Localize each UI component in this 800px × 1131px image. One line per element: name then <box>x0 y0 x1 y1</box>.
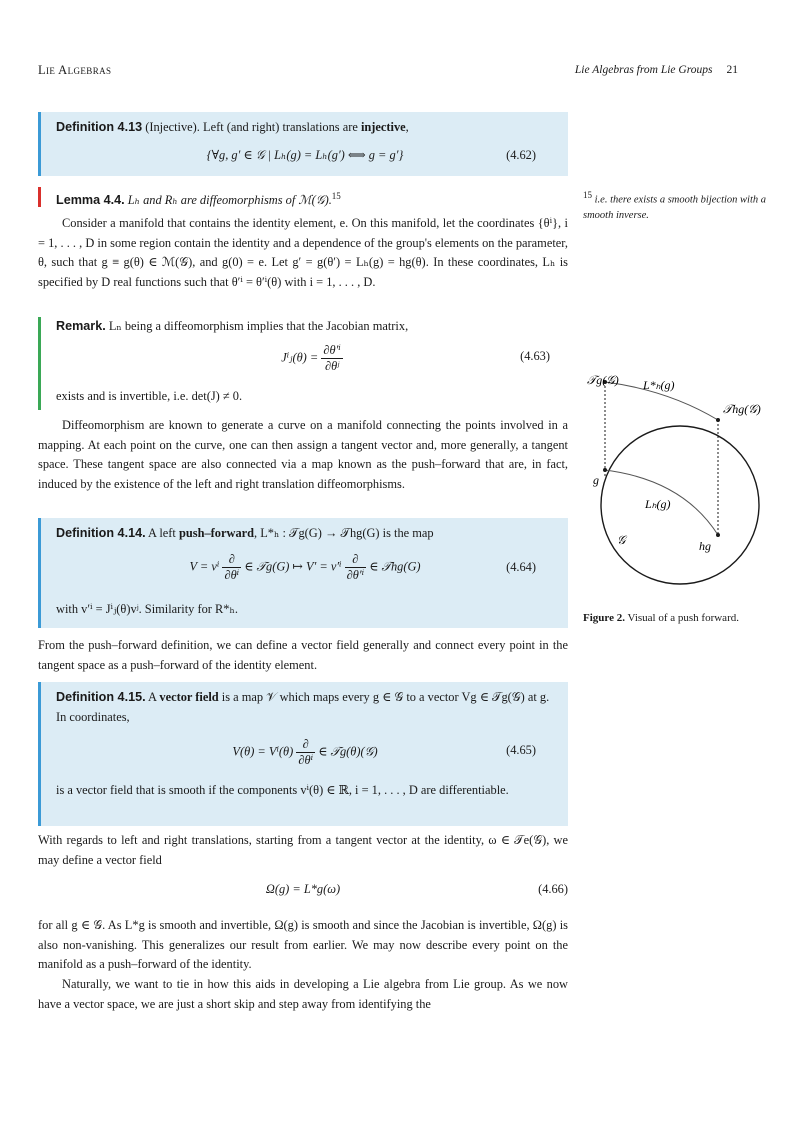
label-g: g <box>593 473 599 487</box>
definition-text-after: is a map 𝒱 which maps every g ∈ 𝒢 to a vector Vg ∈ 𝒯g(𝒢) at g. In coordinates, <box>56 690 550 724</box>
label-tangent-g: 𝒯g(𝒢) <box>587 373 619 387</box>
label-group: 𝒢 <box>617 533 626 547</box>
paragraph-vector-field-intro: From the push–forward definition, we can define a vector field generally and connect every point in the tangent space as a push–forward of the identity element. <box>38 638 568 672</box>
point-g <box>603 468 607 472</box>
equation-4-64 <box>56 548 554 600</box>
running-header-right <box>575 61 738 81</box>
manifold-circle <box>601 426 759 584</box>
definition-text: A <box>148 690 157 704</box>
equation-body: Ω(g) = L*g(ω) <box>265 882 341 896</box>
label-translation: Lₕ(g) <box>645 497 671 511</box>
tangent-point-hg <box>716 418 720 422</box>
definition-label: Definition 4.13 <box>56 120 143 134</box>
fraction-numerator: ∂ <box>222 552 241 568</box>
definition-4-13-box <box>38 112 568 176</box>
figure-caption-text: Visual of a push forward. <box>627 612 739 624</box>
remark-conclusion: exists and is invertible, i.e. det(J) ≠ 0. <box>56 388 243 403</box>
pushforward-middle: ∈ 𝒯g(G) ↦ V′ = v′ⁱ <box>244 558 342 573</box>
footnote-mark: 15 <box>331 191 341 201</box>
equation-number: (4.64) <box>506 559 536 574</box>
vector-field-rhs: ∈ 𝒯g(θ)(𝒢) <box>318 744 378 759</box>
definition-4-14-statement <box>56 524 554 544</box>
definition-label: Definition 4.15. <box>56 690 146 704</box>
lemma-text: Lₕ and Rₕ are diffeomorphisms of ℳ(𝒢). <box>127 193 332 208</box>
remark-box <box>38 317 568 410</box>
lemma-label: Lemma 4.4. <box>56 193 125 208</box>
definition-text: Left (and right) translations are <box>203 120 358 134</box>
definition-term: push–forward <box>178 526 255 540</box>
remark-statement <box>56 317 568 337</box>
fraction-numerator: ∂θ′ⁱ <box>323 342 341 357</box>
paragraph-lie-algebra: Naturally, we want to tie in how this aids in developing a Lie algebra from Lie group. As we now have a vector space, we are just a short skip and step away from identifying the <box>38 977 568 1011</box>
figure-caption <box>583 611 773 626</box>
lemma-4-4 <box>38 187 568 207</box>
label-hg: hg <box>699 539 711 553</box>
equation-4-66 <box>38 880 568 904</box>
remark-label: Remark. <box>56 319 106 333</box>
definition-term: vector field <box>159 690 219 704</box>
equation-body: {∀g, g′ ∈ 𝒢 | Lₕ(g) = Lₕ(g′) ⟺ g = g′} <box>206 147 404 162</box>
jacobian-lhs: Jⁱⱼ(θ) = <box>281 349 319 364</box>
pushforward-figure <box>583 360 783 592</box>
equation-4-63 <box>56 339 568 387</box>
definition-text-after: , <box>405 120 409 134</box>
fraction-numerator: ∂ <box>345 552 366 568</box>
definition-4-14-note: with v′ⁱ = Jⁱⱼ(θ)vʲ. Similarity for R*ₕ. <box>56 601 238 616</box>
label-tangent-hg: 𝒯hg(𝒢) <box>723 402 761 416</box>
sidenote-15 <box>583 188 773 223</box>
definition-text-after: , L*ₕ : 𝒯g(G) → 𝒯hg(G) is the map <box>254 526 434 540</box>
equation-number: (4.63) <box>520 348 550 363</box>
partial-fraction <box>296 737 315 768</box>
label-pushforward: L*ₕ(g) <box>643 378 675 392</box>
page-number: 21 <box>726 64 738 76</box>
jacobian-fraction <box>321 343 342 374</box>
footnote-text: i.e. there exists a smooth bijection with a smooth inverse. <box>583 194 767 221</box>
definition-label: Definition 4.14. <box>56 526 146 540</box>
remark-text: Lₙ being a diffeomorphism implies that the Jacobian matrix, <box>108 319 409 333</box>
pushforward-lhs: V = vⁱ <box>189 558 220 573</box>
partial-fraction-2 <box>345 552 366 583</box>
running-header-title: Lie Algebras from Lie Groups <box>574 64 713 76</box>
definition-4-15-box <box>38 682 568 826</box>
figure-caption-label: Figure 2. <box>583 612 625 624</box>
fraction-denominator: ∂θ′ⁱ <box>346 567 365 582</box>
paragraph-diffeomorphism-curve: Diffeomorphism are known to generate a curve on a manifold connecting the points involved in a mapping. At each point on the curve, one can then assign a tangent vector and, more generally, a tangent space. These tangent space are also connected via a map known as the push–forward that are, in fact, induced by the existence of the left and right translation diffeomorphisms. <box>38 418 568 491</box>
paragraph-manifold-coordinates: Consider a manifold that contains the identity element, e. On this manifold, let the coordinates {θⁱ}, i = 1, . . . , D in some region contain the identity and a dependence of the group's elements on the parameter, θ, such that g ≡ g(θ) ∈ ℳ(𝒢), and g(0) = e. Let g′ = g(θ′) = Lₕ(g) = hg(θ). In these coordinates, Lₕ is specified by D real functions such that θ′ⁱ = θ′ⁱ(θ) with i = 1, . . . , D. <box>38 216 568 289</box>
pushforward-rhs: ∈ 𝒯hg(G) <box>369 558 421 573</box>
running-header-left: Lie Algebras <box>38 63 112 77</box>
paragraph-omega-smooth: for all g ∈ 𝒢. As L*g is smooth and invertible, Ω(g) is smooth and since the Jacobian is invertible, Ω(g) is also non-vanishing. This generalizes our result from earlier. We may now describe every point on the manifold as a push–forward of the identity. <box>38 918 568 972</box>
definition-4-15-note: is a vector field that is smooth if the components vⁱ(θ) ∈ ℝ, i = 1, . . . , D are differentiable. <box>56 783 509 798</box>
definition-4-13-statement <box>56 118 554 138</box>
partial-fraction-1 <box>222 552 241 583</box>
equation-number: (4.66) <box>538 882 568 896</box>
definition-4-14-box <box>38 518 568 628</box>
definition-title: (Injective). <box>145 120 200 134</box>
definition-4-15-statement <box>56 688 554 727</box>
fraction-denominator: ∂θⁱ <box>224 567 240 582</box>
footnote-mark: 15 <box>583 190 592 200</box>
definition-term: injective <box>360 120 406 134</box>
equation-4-65 <box>56 733 554 781</box>
fraction-numerator: ∂ <box>296 737 315 753</box>
fraction-denominator: ∂θʲ <box>324 358 340 373</box>
point-hg <box>716 533 720 537</box>
equation-4-62 <box>56 142 554 170</box>
definition-text: A left <box>148 526 176 540</box>
equation-number: (4.65) <box>506 743 536 758</box>
vector-field-lhs: V(θ) = Vⁱ(θ) <box>232 744 294 759</box>
fraction-denominator: ∂θⁱ <box>298 753 314 768</box>
equation-number: (4.62) <box>506 147 536 162</box>
paragraph-left-right-translations: With regards to left and right translations, starting from a tangent vector at the identity, ω ∈ 𝒯e(𝒢), we may define a vector field <box>38 833 568 867</box>
